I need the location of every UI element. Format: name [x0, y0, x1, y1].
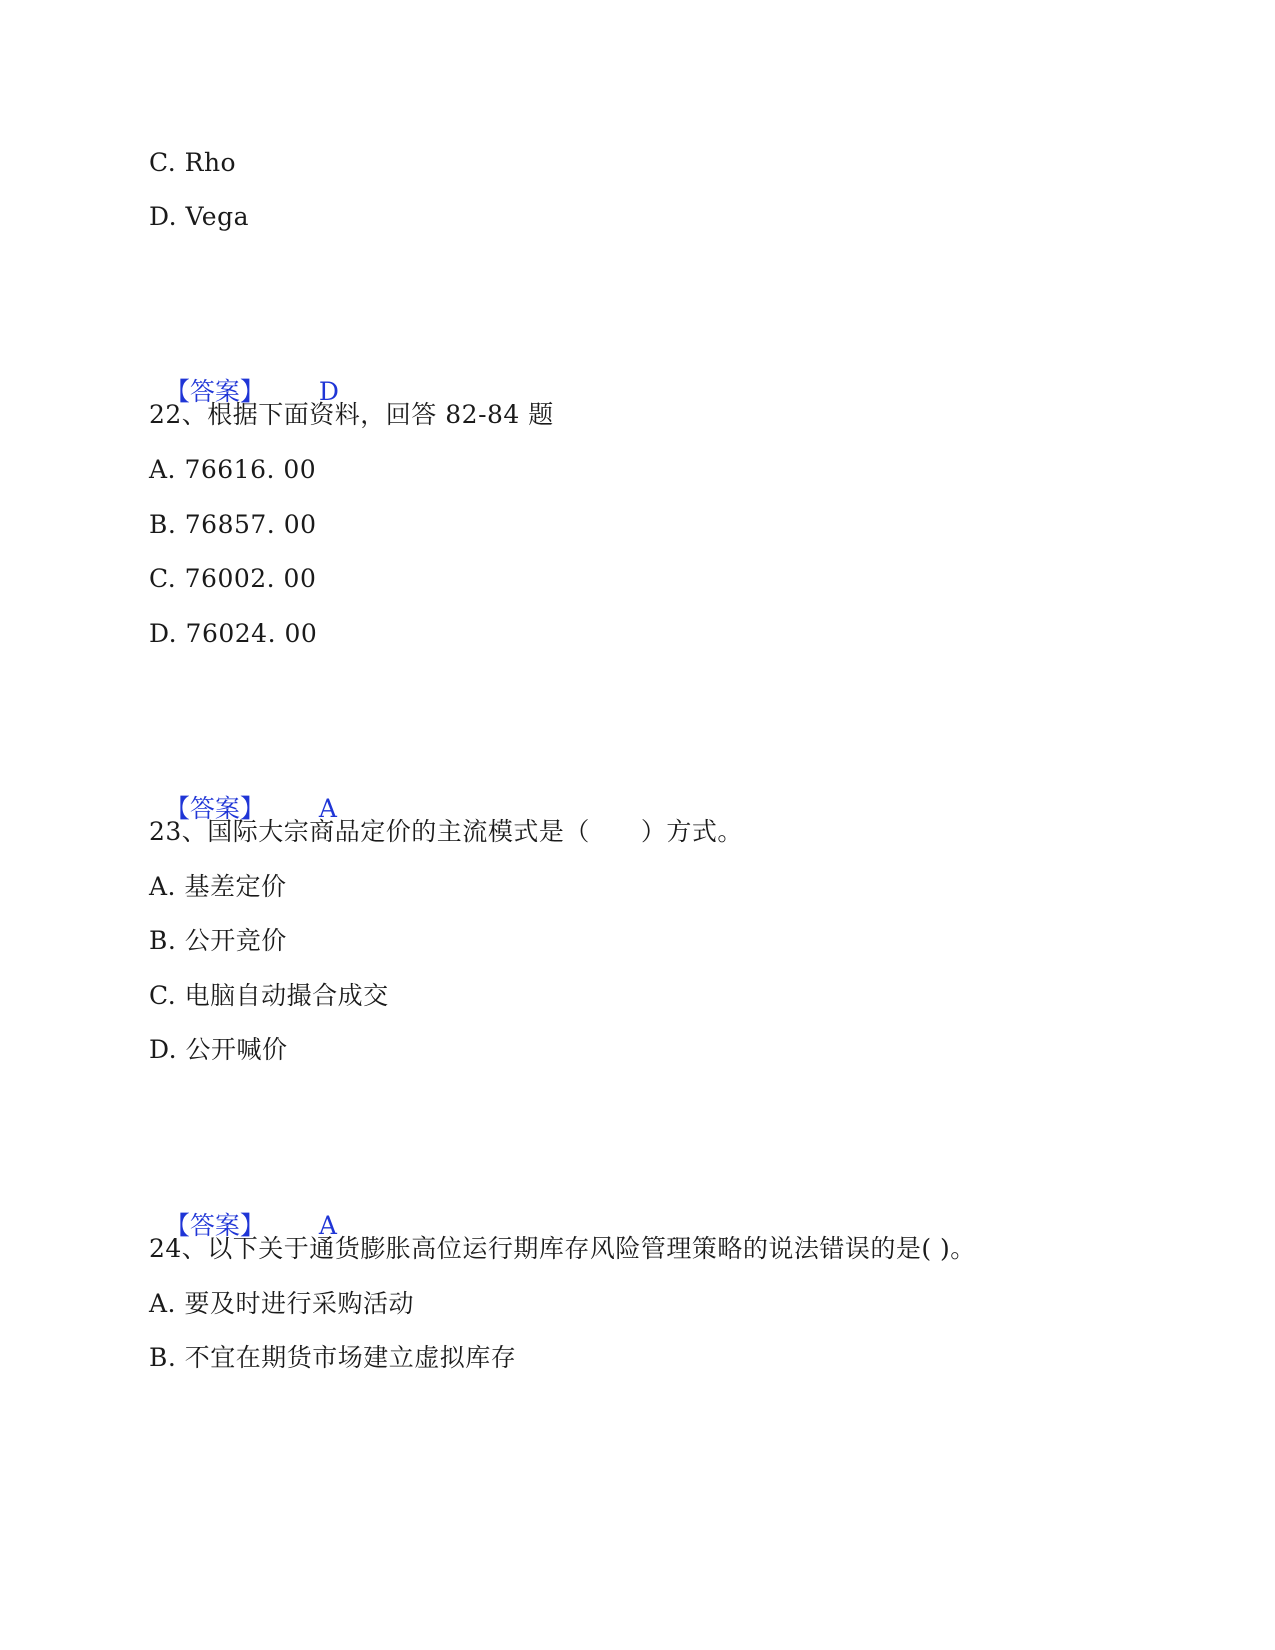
answer-label: 【答案】: [164, 377, 265, 406]
option-b: B. 不宜在期货市场建立虚拟库存: [149, 1343, 517, 1372]
option-d: D. 公开喊价: [149, 1035, 288, 1064]
answer-value: A: [318, 1211, 337, 1240]
option-c: C. 76002. 00: [149, 564, 317, 593]
answer-value: A: [318, 794, 337, 823]
answer-label: 【答案】: [164, 794, 265, 823]
option-d: D. Vega: [149, 202, 250, 231]
option-d: D. 76024. 00: [149, 619, 318, 648]
question-22: 22、根据下面资料，回答 82-84 题: [149, 400, 554, 429]
option-b: B. 公开竞价: [149, 926, 287, 955]
question-23: 23、国际大宗商品定价的主流模式是（ ）方式。: [149, 817, 743, 846]
option-a: A. 要及时进行采购活动: [149, 1289, 414, 1318]
option-c: C. 电脑自动撮合成交: [149, 981, 389, 1010]
option-a: A. 76616. 00: [149, 455, 317, 484]
option-c: C. Rho: [149, 148, 237, 177]
answer-value: D: [318, 377, 339, 406]
question-24: 24、以下关于通货膨胀高位运行期库存风险管理策略的说法错误的是( )。: [149, 1234, 976, 1263]
option-b: B. 76857. 00: [149, 510, 317, 539]
option-a: A. 基差定价: [149, 872, 287, 901]
answer-label: 【答案】: [164, 1211, 265, 1240]
